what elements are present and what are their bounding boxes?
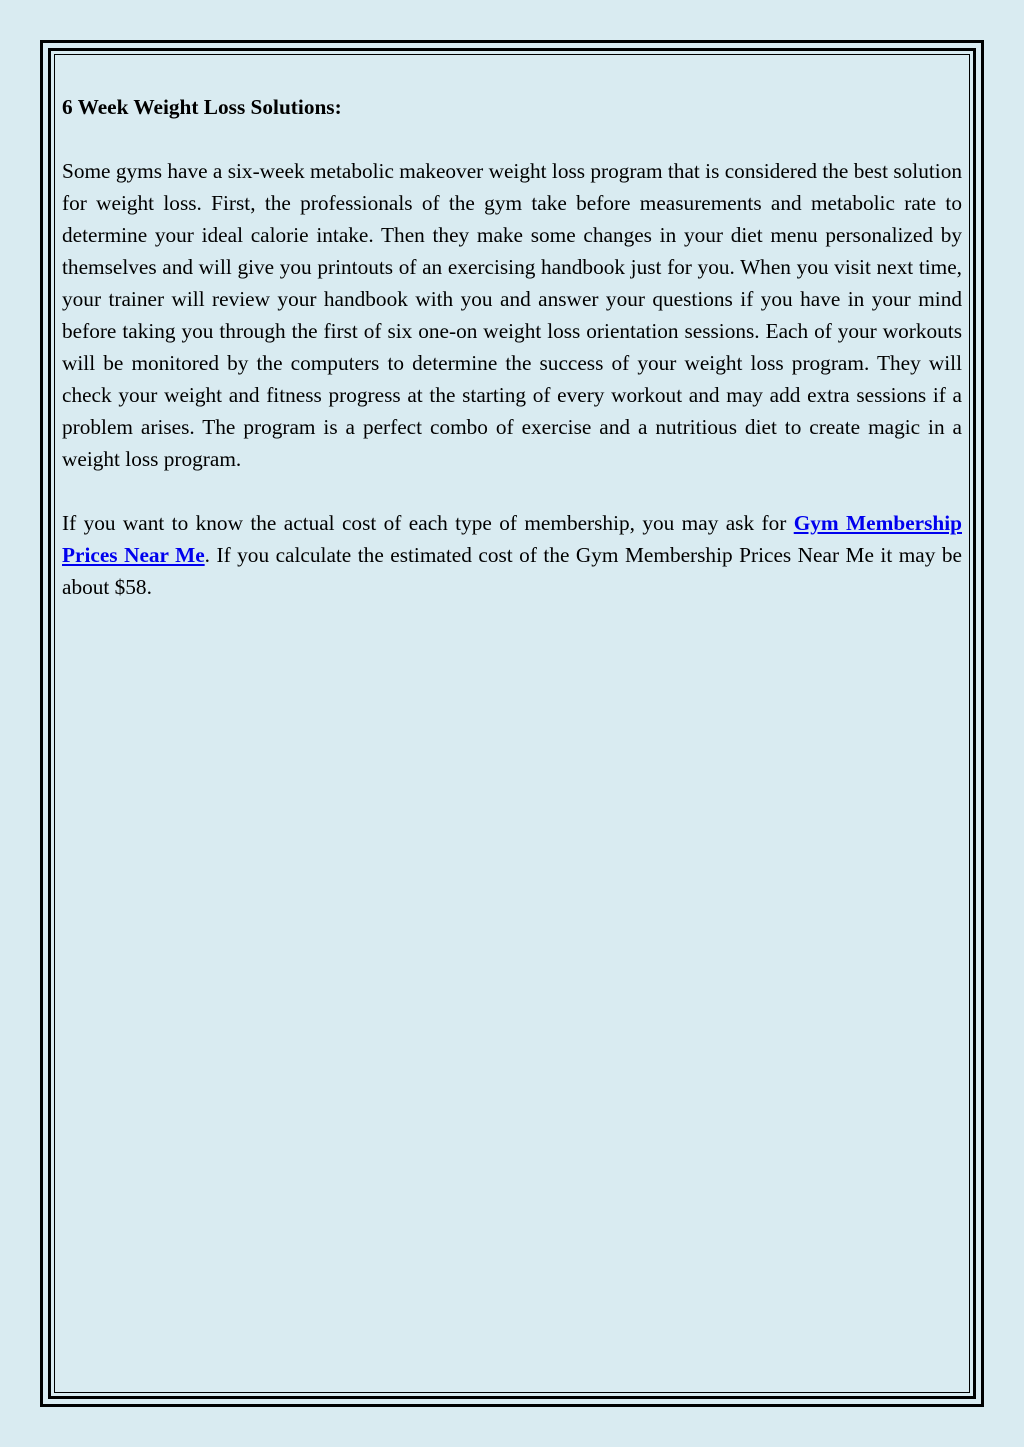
paragraph-program: Some gyms have a six-week metabolic makeover weight loss program that is considered the best solution for weight loss. First, the professionals of the gym take before measurements and metabolic rate to determine your ideal calorie intake. Then they make some changes in your diet menu personalized by themselves and will give you printouts of an exercising handbook just for you. When you visit next time, your trainer will review your handbook with you and answer your questions if you have in your mind before taking you through the first of six one-on weight loss orientation sessions. Each of your workouts will be monitored by the computers to determine the success of your weight loss program. They will check your weight and fitness progress at the starting of every workout and may add extra sessions if a problem arises. The program is a perfect combo of exercise and a nutritious diet to create magic in a weight loss program. (62, 159, 962, 471)
document-body (62, 91, 962, 635)
paragraph-membership-text-before: If you want to know the actual cost of each type of membership, you may ask for (62, 511, 794, 535)
gym-membership-prices-link[interactable]: Gym Membership Prices Near Me (62, 511, 962, 567)
section-heading: 6 Week Weight Loss Solutions: (62, 95, 342, 119)
paragraph-membership (62, 507, 962, 603)
paragraph-membership-text-after: . If you calculate the estimated cost of the Gym Membership Prices Near Me it may be about $58. (62, 543, 963, 599)
